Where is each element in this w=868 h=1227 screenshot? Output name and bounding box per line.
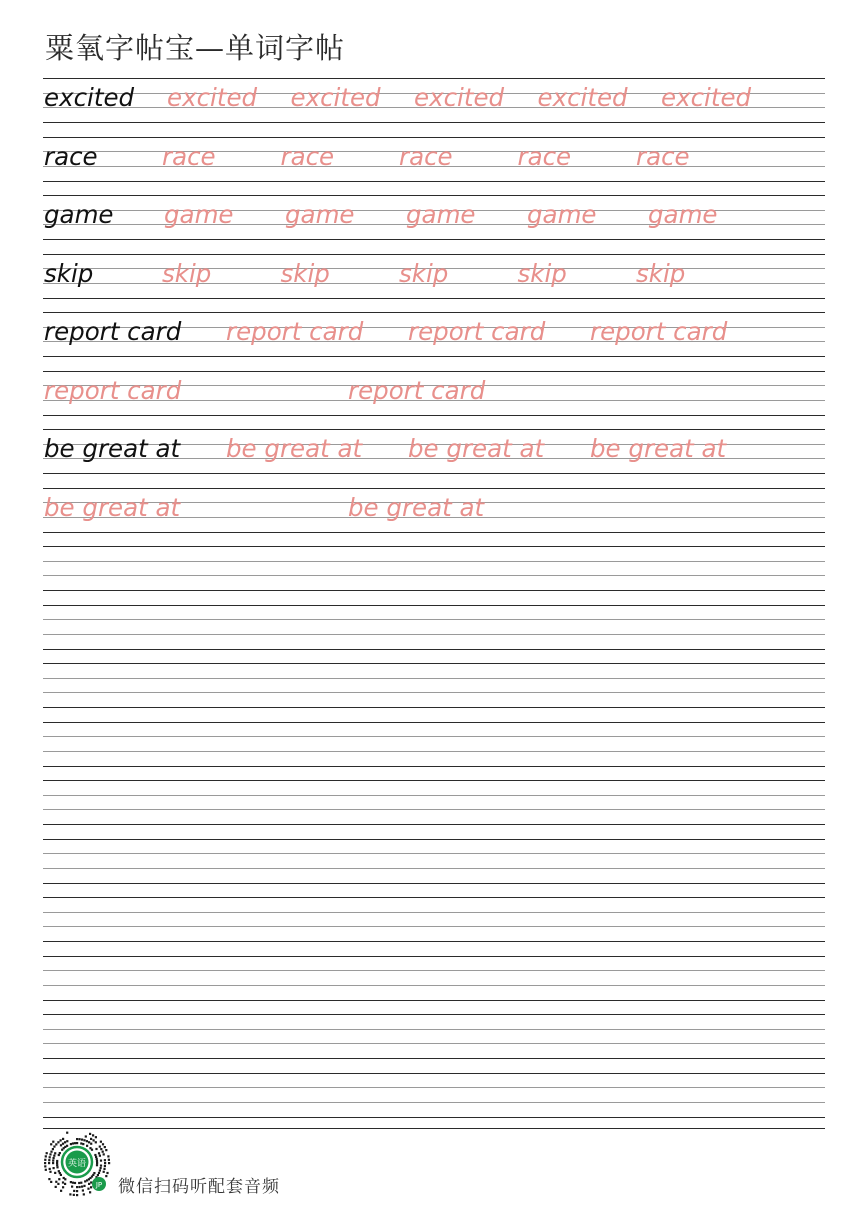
practice-row [43,137,825,196]
trace-word: excited [414,83,505,112]
practice-row [43,312,825,371]
qr-dot [45,1155,47,1157]
qr-dot [108,1162,110,1164]
qr-dot [62,1138,64,1140]
qr-dot [90,1138,92,1140]
qr-dot [82,1143,84,1145]
qr-dot [66,1145,68,1147]
practice-row [43,839,825,898]
trace-word: report card [226,317,364,346]
qr-dot [46,1152,48,1154]
qr-dot [100,1167,102,1169]
guide-rule [43,926,825,927]
guide-rule [43,1029,825,1030]
trace-word: skip [162,258,212,288]
qr-dot [74,1142,76,1144]
guide-rule [43,561,825,562]
baseline-rule [43,663,825,664]
baseline-rule [43,312,825,313]
practice-row [43,488,825,547]
practice-row [43,546,825,605]
baseline-rule [43,649,825,650]
qr-dot [60,1139,62,1141]
qr-dot [56,1166,58,1168]
qr-dot [108,1159,110,1161]
qr-dot [53,1167,55,1169]
practice-row [43,429,825,488]
trace-word: report card [590,317,728,346]
qr-dot [96,1158,98,1160]
baseline-rule [43,532,825,533]
guide-rule [43,912,825,913]
trace-word: be great at [348,492,485,522]
qr-dot [100,1148,102,1150]
qr-dot [62,1186,64,1188]
qr-dot [90,1186,92,1188]
qr-dot [66,1132,68,1134]
qr-dot [66,1140,68,1142]
qr-dot [79,1186,81,1188]
qr-dot [59,1172,61,1174]
qr-dot [49,1171,51,1173]
baseline-rule [43,488,825,489]
qr-dot [103,1153,105,1155]
trace-word: excited [537,83,628,112]
qr-dot [76,1190,78,1192]
qr-dot [80,1142,82,1144]
model-word: be great at [44,434,181,463]
page-title: 粟氧字帖宝—单词字帖 [45,31,346,65]
guide-rule [43,795,825,796]
qr-dot [60,1190,62,1192]
model-word: race [44,141,98,171]
qr-dot [52,1160,54,1162]
qr-dot [100,1141,102,1143]
baseline-rule [43,1073,825,1074]
baseline-rule [43,766,825,767]
guide-rule [43,1043,825,1044]
qr-dot [85,1135,87,1137]
qr-dot [74,1182,76,1184]
baseline-rule [43,356,825,357]
qr-code [41,1127,111,1197]
model-word: game [44,200,114,229]
guide-rule [43,809,825,810]
writing-sheet [43,78,825,1115]
qr-dot [99,1155,101,1157]
qr-dot [62,1181,64,1183]
qr-dot [73,1194,75,1196]
qr-dot [91,1149,93,1151]
baseline-rule [43,78,825,79]
qr-dot [70,1143,72,1145]
qr-dot [50,1181,52,1183]
qr-dot [94,1154,96,1156]
practice-row [43,78,825,137]
trace-word: race [162,141,216,171]
qr-dot [48,1162,50,1164]
qr-dot [87,1188,89,1190]
baseline-rule [43,137,825,138]
qr-dot [70,1181,72,1183]
qr-dot [103,1171,105,1173]
qr-dot [63,1177,65,1179]
trace-word: race [636,141,690,171]
qr-dot [50,1143,52,1145]
trace-word: be great at [408,434,545,463]
qr-dot [102,1151,104,1153]
qr-dot [64,1141,66,1143]
baseline-rule [43,839,825,840]
guide-rule [43,853,825,854]
qr-dot [99,1169,101,1171]
baseline-rule [43,1014,825,1015]
trace-word: skip [399,258,449,288]
qr-dot [104,1165,106,1167]
trace-word: excited [290,83,381,112]
baseline-rule [43,195,825,196]
qr-dot [98,1172,100,1174]
qr-dot [83,1185,85,1187]
qr-dot [71,1186,73,1188]
baseline-rule [43,1058,825,1059]
baseline-rule [43,415,825,416]
qr-dot [95,1148,97,1150]
guide-rule [43,619,825,620]
qr-dot [57,1141,59,1143]
practice-row [43,254,825,313]
baseline-rule [43,546,825,547]
qr-dot [97,1174,99,1176]
guide-rule [43,634,825,635]
trace-word: skip [280,258,330,288]
practice-row [43,722,825,781]
baseline-rule [43,1117,825,1118]
qr-badge-label: 英语 [67,1159,87,1169]
trace-word: race [399,141,453,171]
qr-corner-label: JP [95,1181,103,1189]
qr-dot [102,1143,104,1145]
qr-dot [54,1172,56,1174]
qr-dot [104,1146,106,1148]
trace-word: excited [661,83,752,112]
practice-row [43,956,825,1015]
qr-dot [76,1186,78,1188]
qr-dot [90,1181,92,1183]
guide-rule [43,985,825,986]
guide-rule [43,736,825,737]
trace-word: skip [636,258,686,288]
qr-dot [55,1186,57,1188]
qr-dot [100,1160,102,1162]
qr-dot [83,1139,85,1141]
qr-dot [49,1168,51,1170]
qr-dot [107,1155,109,1157]
practice-row [43,195,825,254]
qr-dot [44,1165,46,1167]
guide-rule [43,970,825,971]
baseline-rule [43,824,825,825]
qr-dot [96,1160,98,1162]
qr-dot [88,1183,90,1185]
model-word: report card [44,317,182,346]
baseline-rule [43,298,825,299]
baseline-rule [43,956,825,957]
qr-dot [58,1170,60,1172]
qr-dot [56,1160,58,1162]
practice-row [43,897,825,956]
qr-dot [62,1143,64,1145]
model-word: excited [44,83,135,112]
trace-word: report card [348,375,486,405]
qr-dot [105,1149,107,1151]
qr-dot [83,1193,85,1195]
qr-dot [44,1162,46,1164]
qr-dot [56,1164,58,1166]
qr-dot [100,1165,102,1167]
qr-dot [99,1146,101,1148]
guide-rule [43,1087,825,1088]
qr-dot [88,1141,90,1143]
baseline-rule [43,897,825,898]
bottom-rule [43,1128,825,1129]
trace-word: be great at [590,434,727,463]
guide-rule [43,678,825,679]
baseline-rule [43,590,825,591]
qr-dot [76,1142,78,1144]
trace-word: be great at [226,434,363,463]
practice-row [43,605,825,664]
trace-word: race [280,141,335,171]
qr-dot [98,1152,100,1154]
baseline-rule [43,181,825,182]
qr-dot [64,1183,66,1185]
qr-dot [55,1143,57,1145]
qr-dot [49,1156,51,1158]
qr-dot [49,1153,51,1155]
qr-dot [53,1146,55,1148]
qr-dot [59,1152,61,1154]
qr-dot [73,1190,75,1192]
baseline-rule [43,941,825,942]
qr-dot [56,1162,58,1164]
qr-dot [86,1179,88,1181]
qr-dot [96,1162,98,1164]
qr-dot [90,1143,92,1145]
qr-dot [50,1151,52,1153]
baseline-rule [43,707,825,708]
qr-dot [72,1182,74,1184]
qr-dot [89,1133,91,1135]
baseline-rule [43,473,825,474]
qr-dot [82,1189,84,1191]
qr-dot [53,1155,55,1157]
qr-dot [96,1164,98,1166]
trace-word: game [164,200,234,229]
baseline-rule [43,722,825,723]
qr-dot [104,1159,106,1161]
footer-caption: 微信扫码听配套音频 [118,1177,280,1197]
qr-dot [95,1141,97,1143]
practice-row [43,780,825,839]
qr-dot [81,1186,83,1188]
trace-word: game [648,200,718,229]
baseline-rule [43,239,825,240]
qr-dot [72,1142,74,1144]
qr-dot [79,1138,81,1140]
qr-dot [48,1159,50,1161]
qr-dot [86,1140,88,1142]
qr-dot [76,1194,78,1196]
trace-word: be great at [44,492,181,522]
trace-word: report card [408,317,546,346]
qr-dot [95,1156,97,1158]
guide-rule [43,751,825,752]
baseline-rule [43,780,825,781]
trace-word: race [517,141,572,171]
trace-word: game [406,200,476,229]
qr-dot [78,1182,80,1184]
baseline-rule [43,254,825,255]
qr-dot [86,1145,88,1147]
baseline-rule [43,605,825,606]
qr-dot [93,1139,95,1141]
guide-rule [43,692,825,693]
qr-dot [80,1182,82,1184]
qr-dot [81,1139,83,1141]
qr-dot [58,1154,60,1156]
trace-word: report card [44,375,182,405]
qr-dot [54,1152,56,1154]
qr-dot [58,1178,60,1180]
guide-rule [43,575,825,576]
qr-dot [92,1134,94,1136]
trace-word: skip [517,258,567,288]
trace-word: game [527,200,597,229]
qr-dot [55,1181,57,1183]
qr-dot [44,1159,46,1161]
guide-rule [43,868,825,869]
baseline-rule [43,122,825,123]
qr-dot [104,1162,106,1164]
qr-dot [52,1148,54,1150]
qr-dot [60,1144,62,1146]
guide-rule [43,1102,825,1103]
trace-word: excited [167,83,258,112]
practice-row [43,371,825,430]
trace-word: game [285,200,355,229]
qr-dot [45,1169,47,1171]
qr-dot [76,1138,78,1140]
qr-dot [52,1162,54,1164]
baseline-rule [43,429,825,430]
qr-dot [53,1157,55,1159]
qr-dot [57,1183,59,1185]
qr-dot [69,1193,71,1195]
baseline-rule [43,883,825,884]
qr-dot [106,1172,108,1174]
qr-dot [52,1141,54,1143]
qr-dot [105,1175,107,1177]
baseline-rule [43,371,825,372]
baseline-rule [43,1000,825,1001]
qr-dot [95,1136,97,1138]
practice-row [43,1014,825,1073]
qr-dot [103,1168,105,1170]
model-word: skip [44,258,94,288]
qr-dot [84,1180,86,1182]
practice-row [43,1073,825,1132]
practice-row [43,663,825,722]
qr-dot [89,1191,91,1193]
qr-dot [48,1178,50,1180]
